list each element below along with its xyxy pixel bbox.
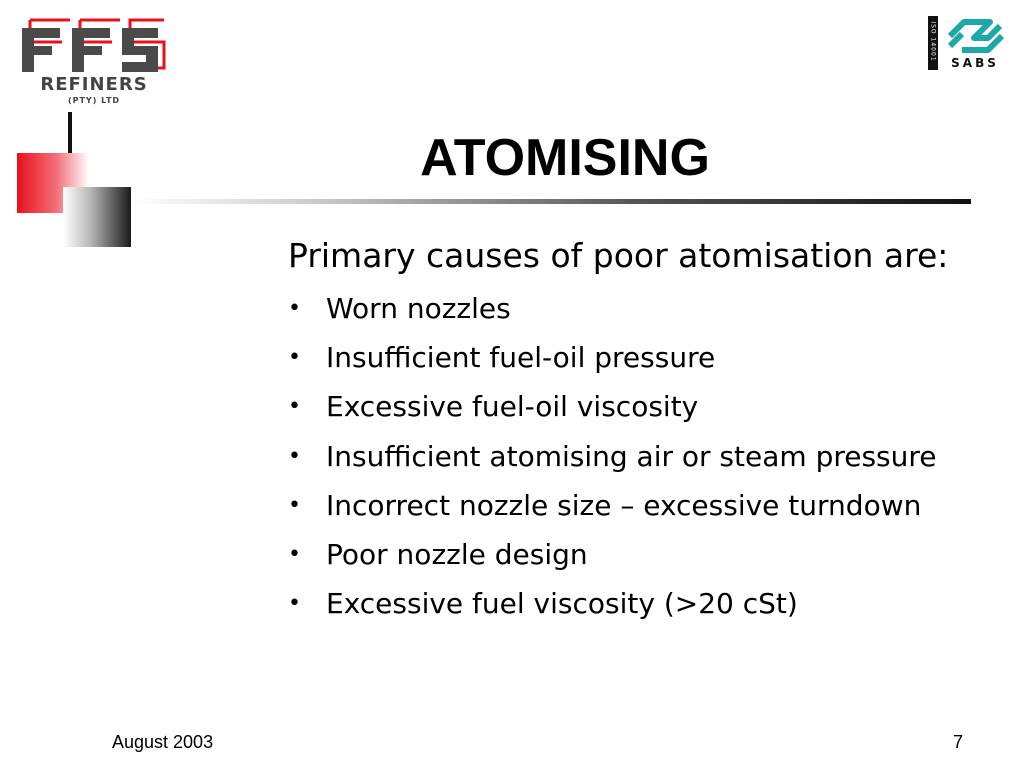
bullet-icon: •	[288, 591, 301, 617]
ffs-refiners-logo	[18, 16, 170, 110]
bullet-icon: •	[288, 296, 301, 321]
sabs-mark-icon	[944, 18, 1006, 54]
sabs-logo	[928, 16, 1012, 70]
bullet-icon: •	[288, 394, 301, 420]
decorative-vertical-line	[68, 112, 72, 156]
decorative-dark-block	[63, 187, 131, 247]
bullet-icon: •	[288, 345, 301, 371]
iso-side-strip	[928, 16, 938, 70]
bullet-icon: •	[288, 541, 301, 567]
bullet-text: Excessive fuel viscosity (>20 cSt)	[326, 587, 798, 621]
logo-pty-text: (PTY) LTD	[67, 96, 121, 105]
iso-text: ISO 14001	[929, 21, 937, 62]
title-underline-rule	[131, 199, 971, 204]
logo-refiners-text: REFINERS	[40, 74, 148, 95]
intro-text: Primary causes of poor atomisation are:	[288, 236, 949, 275]
bullet-text: Excessive fuel-oil viscosity	[326, 390, 699, 424]
footer-date: August 2003	[112, 732, 214, 752]
slide-title: ATOMISING	[420, 129, 710, 187]
bullet-text: Poor nozzle design	[326, 537, 588, 571]
sabs-text: SABS	[951, 56, 999, 70]
bullet-text: Insufficient fuel-oil pressure	[326, 341, 716, 375]
bullet-text: Insufficient atomising air or steam pressure	[326, 439, 937, 473]
bullet-text: Incorrect nozzle size – excessive turndown	[326, 488, 922, 522]
bullet-icon: •	[288, 443, 301, 469]
ffs-letters-graphic	[18, 16, 170, 76]
bullet-icon: •	[288, 492, 301, 518]
page-number: 7	[953, 732, 964, 752]
bullet-text: Worn nozzles	[326, 292, 511, 325]
